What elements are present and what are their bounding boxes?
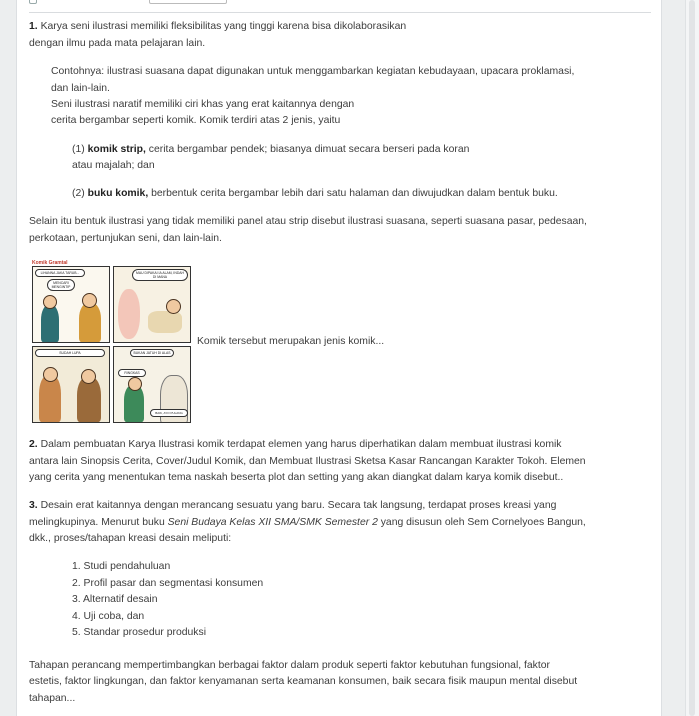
character-head xyxy=(43,367,58,382)
character-figure xyxy=(118,289,140,339)
question-3-closing-line-2: estetis, faktor lingkungan, dan faktor kenyamanan serta keamanan konsumen, baik secara fisik maupun mental disebut xyxy=(29,676,578,687)
speech-bubble: LIHANNA JAKA TARUB... xyxy=(35,269,85,277)
example-line-3: Seni ilustrasi naratif memiliki ciri khas yang erat kaitannya dengan xyxy=(51,99,355,110)
question-2-line-3: yang cerita yang menentukan tema naskah beserta plot dan setting yang akan diangkat dalam karya komik disebut.. xyxy=(29,472,564,483)
example-line-1: Contohnya: ilustrasi suasana dapat digunakan untuk menggambarkan kegiatan kebudayaan, upacara proklamasi, xyxy=(51,66,575,77)
illustration-paragraph-line-2: perkotaan, pertunjukan seni, dan lain-lain. xyxy=(29,233,222,244)
design-step-1: 1. Studi pendahuluan xyxy=(72,561,171,572)
header-tab[interactable] xyxy=(149,0,227,4)
question-1-line-2: dengan ilmu pada mata pelajaran lain. xyxy=(29,38,206,49)
question-3-line-1: 3. Desain erat kaitannya dengan merancang sesuatu yang baru. Secara tak langsung, terdapat proses kreasi yang xyxy=(29,500,557,511)
example-line-2: dan lain-lain. xyxy=(51,83,110,94)
design-step-5: 5. Standar prosedur produksi xyxy=(72,627,207,638)
design-step-4: 4. Uji coba, dan xyxy=(72,611,145,622)
question-3-line-2: melingkupinya. Menurut buku Seni Budaya Kelas XII SMA/SMK Semester 2 yang disusun oleh Sem Cornelyoes Bangun, xyxy=(29,517,586,528)
comic-type-1-line-2: atau majalah; dan xyxy=(72,160,155,171)
comic-question-prompt: Komik tersebut merupakan jenis komik... xyxy=(197,336,385,347)
design-step-3: 3. Alternatif desain xyxy=(72,594,158,605)
comic-type-2: (2) buku komik, berbentuk cerita bergambar lebih dari satu halaman dan diwujudkan dalam bentuk buku. xyxy=(72,188,558,199)
example-line-4: cerita bergambar seperti komik. Komik terdiri atas 2 jenis, yaitu xyxy=(51,115,341,126)
table-object xyxy=(148,311,182,333)
speech-bubble: BUKAN JATUH DI ALAS xyxy=(130,349,174,357)
comic-panel-1 xyxy=(32,266,110,343)
comic-title: Komik Gramtal xyxy=(32,260,68,266)
speech-bubble: RINGKAS xyxy=(118,369,146,377)
speech-bubble: SUDAH LUPA xyxy=(35,349,105,357)
character-figure xyxy=(41,305,59,342)
character-head xyxy=(82,293,97,308)
question-2-line-1: 2. Dalam pembuatan Karya Ilustrasi komik terdapat elemen yang harus diperhatikan dalam membuat ilustrasi komik xyxy=(29,439,562,450)
character-head xyxy=(43,295,57,309)
question-3-closing-line-3: tahapan... xyxy=(29,693,76,704)
character-figure xyxy=(39,375,61,422)
speech-bubble: BAIK, AYO PULANG xyxy=(150,409,188,417)
comic-panel-3 xyxy=(32,346,110,423)
scrollbar-thumb[interactable] xyxy=(689,0,695,716)
comic-panel-4 xyxy=(113,346,191,423)
speech-bubble: MENCARI MENGINTIP xyxy=(47,279,75,291)
comic-strip-image xyxy=(31,260,191,424)
illustration-paragraph-line-1: Selain itu bentuk ilustrasi yang tidak memiliki panel atau strip disebut ilustrasi suasana, seperti suasana pasar, pedesaan, xyxy=(29,216,587,227)
card-header-divider xyxy=(29,0,651,13)
question-3-line-3: dkk., proses/tahapan kreasi desain meliputi: xyxy=(29,533,232,544)
character-head xyxy=(128,377,142,391)
character-figure xyxy=(79,303,101,342)
question-3-closing-line-1: Tahapan perancang mempertimbangkan berbagai faktor dalam produk seperti faktor kebutuhan fungsional, faktor xyxy=(29,660,551,671)
collapse-icon[interactable] xyxy=(29,0,37,4)
question-2-line-2: antara lain Sinopsis Cerita, Cover/Judul Komik, dan Membuat Ilustrasi Sketsa Kasar Rancangan Karakter Tokoh. Elemen xyxy=(29,456,586,467)
character-head xyxy=(81,369,96,384)
comic-type-1: (1) komik strip, cerita bergambar pendek; biasanya dimuat secara berseri pada koran xyxy=(72,144,470,155)
speech-bubble: MAU DIPAKAI IA ALAM, INDAH DI MANA xyxy=(132,269,188,281)
design-step-2: 2. Profil pasar dan segmentasi konsumen xyxy=(72,578,264,589)
question-1-line-1: 1. Karya seni ilustrasi memiliki fleksibilitas yang tinggi karena bisa dikolaborasikan xyxy=(29,21,407,32)
comic-panel-2 xyxy=(113,266,191,343)
page-scrollbar[interactable] xyxy=(685,0,699,716)
character-head xyxy=(166,299,181,314)
